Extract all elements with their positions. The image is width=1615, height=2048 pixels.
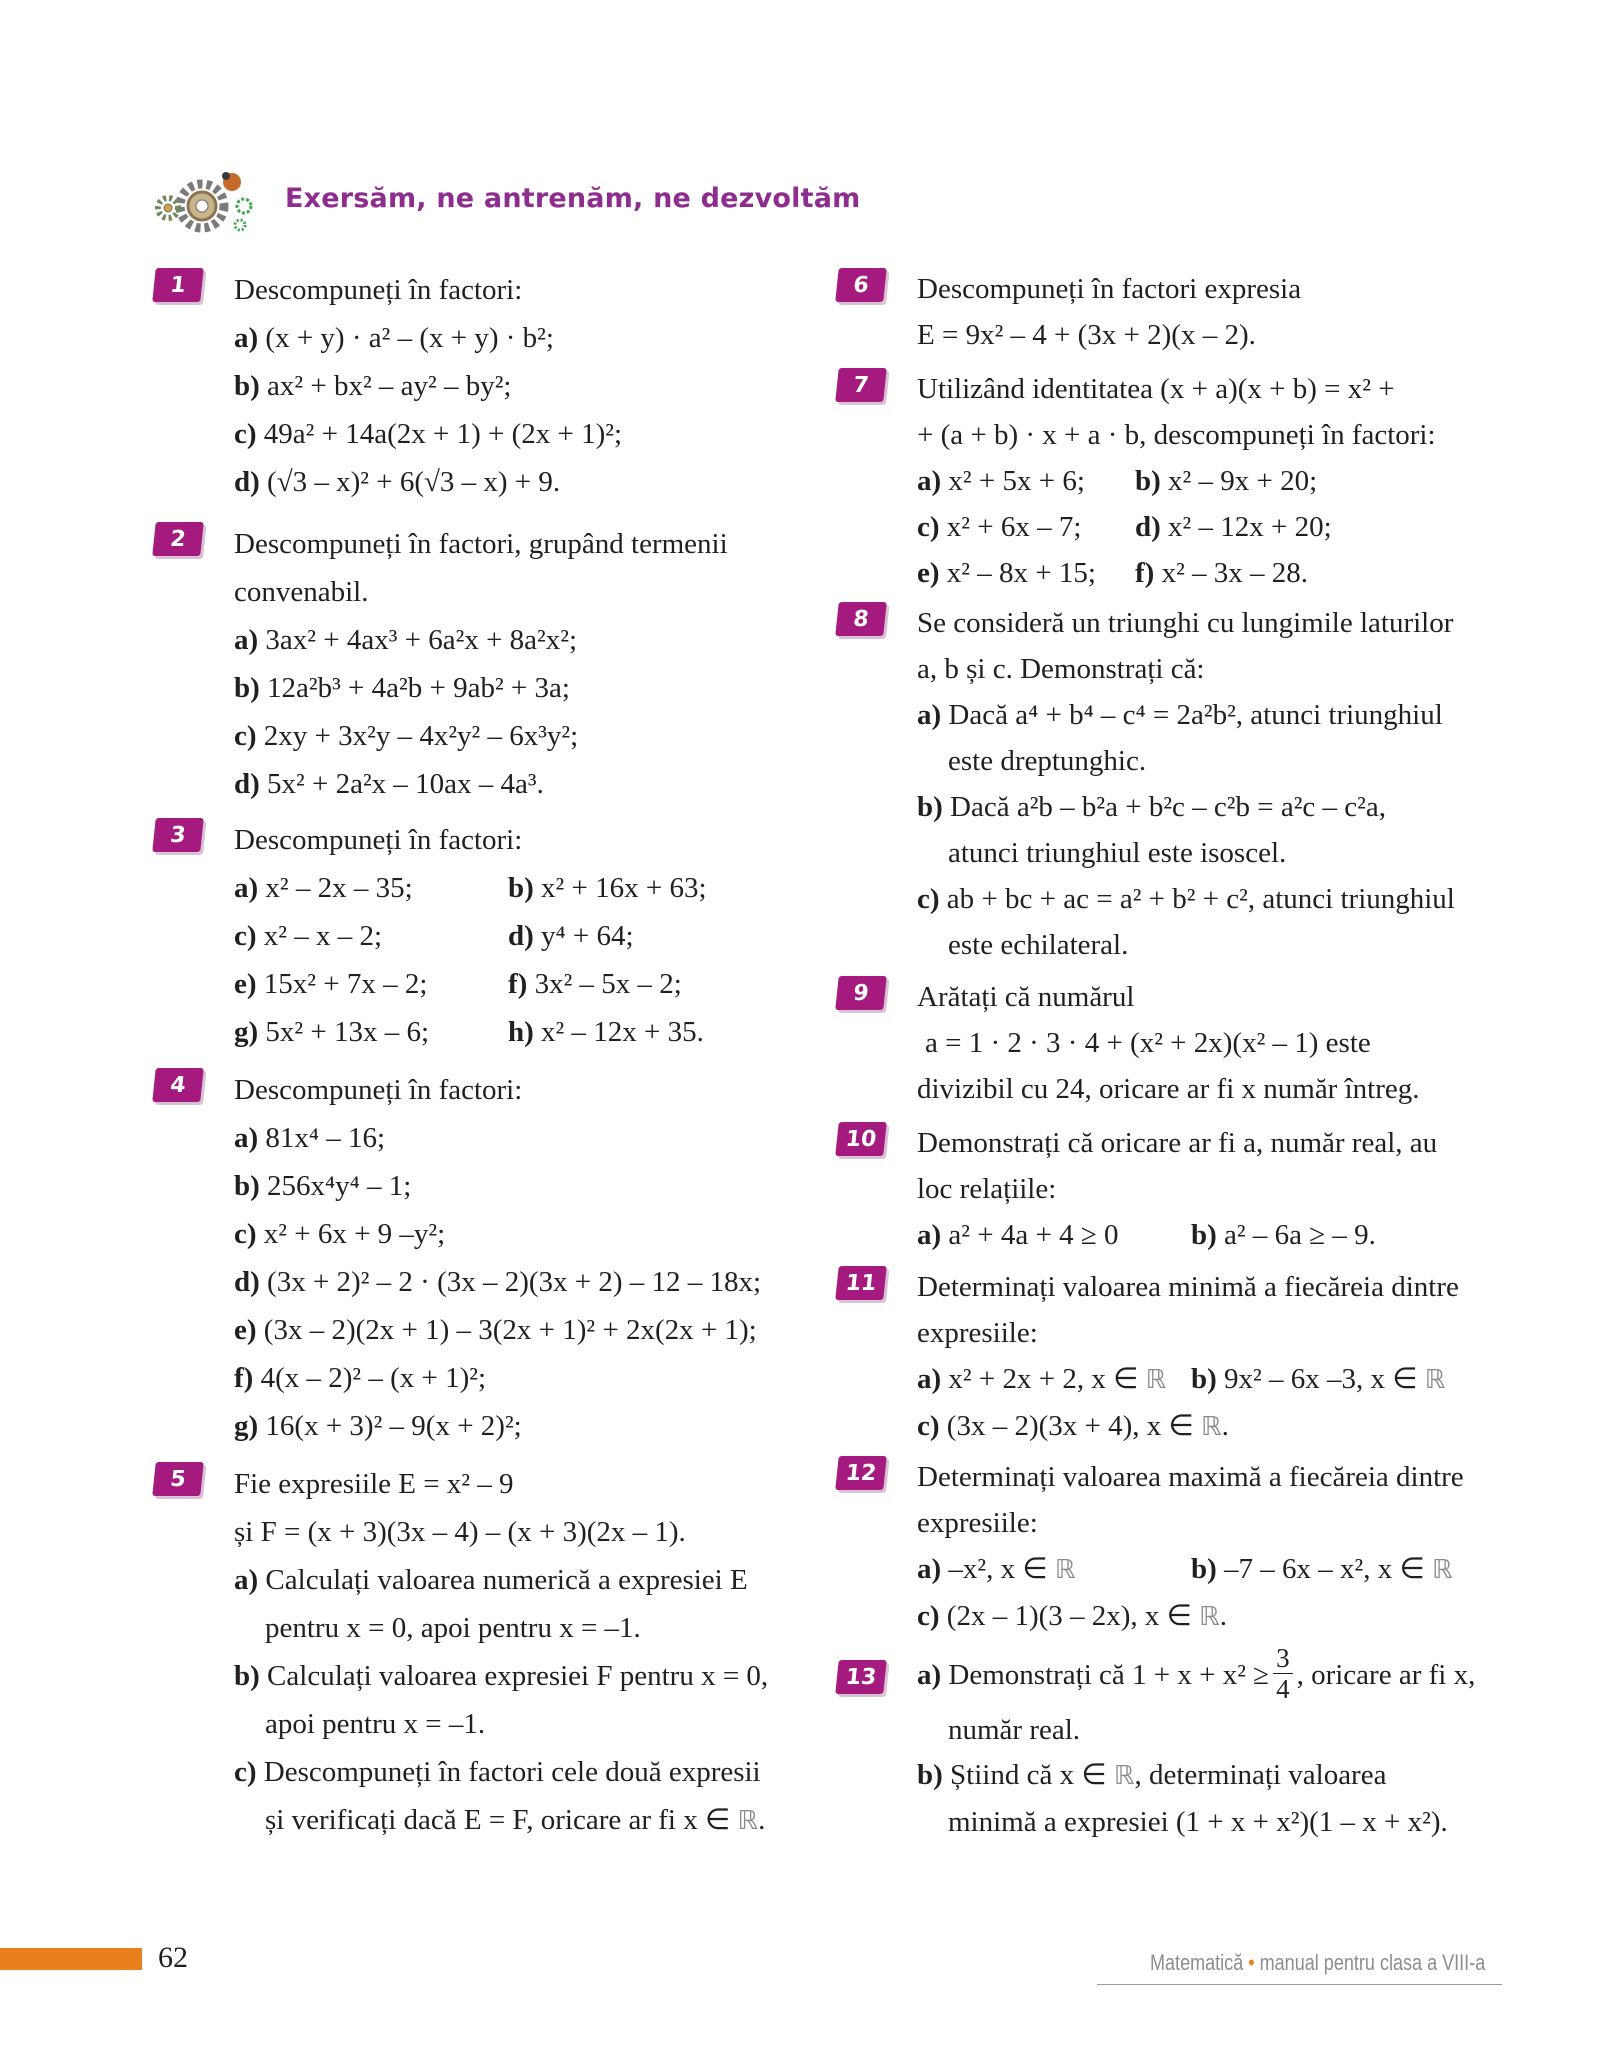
- exercise-number-badge: 4: [152, 1068, 204, 1102]
- items-ab: a) a² + 4a + 4 ≥ 0 b) a² – 6a ≥ – 9.: [917, 1219, 1376, 1251]
- exercise-11: [833, 1264, 1503, 1454]
- item-a: a) 81x⁴ – 16;: [234, 1122, 386, 1154]
- item-c: c) 49a² + 14a(2x + 1) + (2x + 1)²;: [234, 418, 623, 450]
- exercise-number-badge: 13: [835, 1660, 887, 1694]
- item-f: f) 4(x – 2)² – (x + 1)²;: [234, 1362, 487, 1394]
- exercise-number-badge: 7: [835, 368, 887, 402]
- exercise-text: Determinați valoarea maximă a fiecăreia dintre: [917, 1461, 1464, 1493]
- real-numbers-symbol: ℝ: [1201, 1412, 1222, 1442]
- real-numbers-symbol: ℝ: [1432, 1555, 1453, 1585]
- exercise-text: Utilizând identitatea (x + a)(x + b) = x² +: [917, 373, 1395, 405]
- exercise-number-badge: 10: [835, 1122, 887, 1156]
- fraction-three-quarters: $\frac{3}{4}$: [1273, 1643, 1293, 1704]
- items-ab: a) x² + 5x + 6; b) x² – 9x + 20;: [917, 465, 1318, 497]
- exercise-4: [150, 1066, 800, 1456]
- exercise-8: [833, 600, 1503, 974]
- item-d: d) (√3 – x)² + 6(√3 – x) + 9.: [234, 466, 561, 498]
- item-b-cont: apoi pentru x = –1.: [265, 1708, 486, 1740]
- item-a: a) Dacă a⁴ + b⁴ – c⁴ = 2a²b², atunci triunghiul: [917, 699, 1443, 731]
- item-e: e) (3x – 2)(2x + 1) – 3(2x + 1)² + 2x(2x + 1);: [234, 1314, 757, 1346]
- exercise-3: [150, 816, 800, 1060]
- footer-accent-bar: [0, 1948, 142, 1970]
- item-a-cont: pentru x = 0, apoi pentru x = –1.: [265, 1612, 641, 1644]
- exercise-prompt: Descompuneți în factori:: [234, 824, 523, 856]
- item-c-cont: și verificați dacă E = F, oricare ar fi x ∈ ℝ.: [265, 1804, 766, 1836]
- items-ab: a) x² + 2x + 2, x ∈ ℝ b) 9x² – 6x –3, x ∈ ℝ: [917, 1363, 1446, 1395]
- items-ab: a) x² – 2x – 35; b) x² + 16x + 63;: [234, 872, 707, 904]
- item-c: c) (3x – 2)(3x + 4), x ∈ ℝ.: [917, 1410, 1229, 1442]
- exercise-text: Demonstrați că oricare ar fi a, număr real, au: [917, 1127, 1438, 1159]
- exercise-text-cont: a = 1 · 2 · 3 · 4 + (x² + 2x)(x² – 1) este: [925, 1027, 1371, 1059]
- item-c-cont: este echilateral.: [948, 929, 1129, 961]
- item-a: a) Calculați valoarea numerică a expresiei E: [234, 1564, 748, 1596]
- exercise-text-cont-2: divizibil cu 24, oricare ar fi x număr întreg.: [917, 1073, 1420, 1105]
- real-numbers-symbol: ℝ: [1145, 1365, 1167, 1395]
- exercise-prompt: Descompuneți în factori, grupând termenii: [234, 528, 728, 560]
- exercise-text: Descompuneți în factori expresia: [917, 273, 1302, 305]
- items-ab: a) –x², x ∈ ℝ b) –7 – 6x – x², x ∈ ℝ: [917, 1553, 1453, 1585]
- item-b: b) 256x⁴y⁴ – 1;: [234, 1170, 412, 1202]
- real-numbers-symbol: ℝ: [1113, 1760, 1135, 1791]
- exercise-5: [150, 1460, 800, 1845]
- exercise-prompt: Descompuneți în factori:: [234, 1074, 523, 1106]
- item-c: c) 2xy + 3x²y – 4x²y² – 6x³y²;: [234, 720, 579, 752]
- left-column: [150, 266, 800, 1845]
- exercise-number-badge: 6: [835, 268, 887, 302]
- item-d: d) 5x² + 2a²x – 10ax – 4a³.: [234, 768, 544, 800]
- exercise-text-cont: expresiile:: [917, 1507, 1038, 1539]
- item-b: b) Calculați valoarea expresiei F pentru x = 0,: [234, 1660, 769, 1692]
- exercise-number-badge: 9: [835, 976, 887, 1010]
- real-numbers-symbol: ℝ: [737, 1806, 759, 1836]
- exercise-text-cont: și F = (x + 3)(3x – 4) – (x + 3)(2x – 1).: [234, 1516, 686, 1548]
- exercise-12: [833, 1454, 1503, 1646]
- exercise-7: [833, 366, 1503, 600]
- exercise-text-cont: expresiile:: [917, 1317, 1038, 1349]
- item-b-cont: minimă a expresiei (1 + x + x²)(1 – x + x²).: [948, 1805, 1448, 1838]
- exercise-text-cont: loc relațiile:: [917, 1173, 1057, 1205]
- item-a: a) Demonstrați că 1 + x + x² ≥ $\frac{3}{4}$ , oricare ar fi x,: [917, 1642, 1476, 1704]
- exercise-number-badge: 3: [152, 818, 204, 852]
- exercise-2: [150, 520, 800, 816]
- item-c: c) Descompuneți în factori cele două expresii: [234, 1756, 761, 1788]
- items-cd: c) x² + 6x – 7; d) x² – 12x + 20;: [917, 511, 1332, 543]
- item-g: g) 16(x + 3)² – 9(x + 2)²;: [234, 1410, 522, 1442]
- book-title: Matematică • manual pentru clasa a VIII-a: [1150, 1950, 1486, 1975]
- items-cd: c) x² – x – 2; d) y⁴ + 64;: [234, 920, 634, 952]
- real-numbers-symbol: ℝ: [1199, 1602, 1220, 1632]
- item-b-cont: atunci triunghiul este isoscel.: [948, 837, 1287, 869]
- exercise-13: [833, 1642, 1503, 1845]
- exercise-6: [833, 266, 1503, 366]
- exercise-text-cont: E = 9x² – 4 + (3x + 2)(x – 2).: [917, 319, 1256, 351]
- section-title: Exersăm, ne antrenăm, ne dezvoltăm: [285, 183, 861, 214]
- exercise-number-badge: 8: [835, 602, 887, 636]
- exercise-prompt-cont: convenabil.: [234, 576, 369, 608]
- bullet-icon: •: [1248, 1950, 1255, 1975]
- exercise-prompt: Descompuneți în factori:: [234, 274, 523, 306]
- item-b: b) Dacă a²b – b²a + b²c – c²b = a²c – c²a,: [917, 791, 1386, 823]
- gears-icon: [150, 162, 262, 244]
- exercise-text: Fie expresiile E = x² – 9: [234, 1468, 514, 1500]
- exercise-number-badge: 11: [835, 1266, 887, 1300]
- exercise-number-badge: 2: [152, 522, 204, 556]
- item-a-cont: număr real.: [948, 1713, 1081, 1746]
- exercise-text-cont: a, b și c. Demonstrați că:: [917, 653, 1205, 685]
- real-numbers-symbol: ℝ: [1054, 1555, 1076, 1585]
- exercise-text: Determinați valoarea minimă a fiecăreia dintre: [917, 1271, 1459, 1303]
- real-numbers-symbol: ℝ: [1424, 1365, 1446, 1395]
- item-d: d) (3x + 2)² – 2 · (3x – 2)(3x + 2) – 12 – 18x;: [234, 1266, 762, 1298]
- item-c: c) x² + 6x + 9 –y²;: [234, 1218, 446, 1250]
- item-a: a) 3ax² + 4ax³ + 6a²x + 8a²x²;: [234, 624, 578, 656]
- items-ef: e) 15x² + 7x – 2; f) 3x² – 5x – 2;: [234, 968, 682, 1000]
- item-c: c) ab + bc + ac = a² + b² + c², atunci triunghiul: [917, 883, 1455, 915]
- item-c: c) (2x – 1)(3 – 2x), x ∈ ℝ.: [917, 1600, 1228, 1632]
- exercise-number-badge: 5: [152, 1462, 204, 1496]
- exercise-number-badge: 1: [152, 268, 204, 302]
- exercise-9: [833, 974, 1503, 1120]
- exercise-text: Se consideră un triunghi cu lungimile laturilor: [917, 607, 1454, 639]
- exercise-text: Arătați că numărul: [917, 981, 1135, 1013]
- item-b: b) Știind că x ∈ ℝ, determinați valoarea: [917, 1758, 1387, 1791]
- item-a: a) (x + y) · a² – (x + y) · b²;: [234, 322, 554, 354]
- exercise-text-cont: + (a + b) · x + a · b, descompuneți în factori:: [917, 419, 1436, 451]
- item-b: b) 12a²b³ + 4a²b + 9ab² + 3a;: [234, 672, 570, 704]
- footer-divider: [1097, 1984, 1502, 1985]
- items-gh: g) 5x² + 13x – 6; h) x² – 12x + 35.: [234, 1016, 704, 1048]
- exercise-number-badge: 12: [835, 1456, 887, 1490]
- items-ef: e) x² – 8x + 15; f) x² – 3x – 28.: [917, 557, 1309, 589]
- exercise-1: [150, 266, 800, 514]
- right-column: [833, 266, 1503, 1845]
- exercise-10: [833, 1120, 1503, 1264]
- page-number: 62: [158, 1941, 188, 1974]
- item-a-cont: este dreptunghic.: [948, 745, 1147, 777]
- item-b: b) ax² + bx² – ay² – by²;: [234, 370, 512, 402]
